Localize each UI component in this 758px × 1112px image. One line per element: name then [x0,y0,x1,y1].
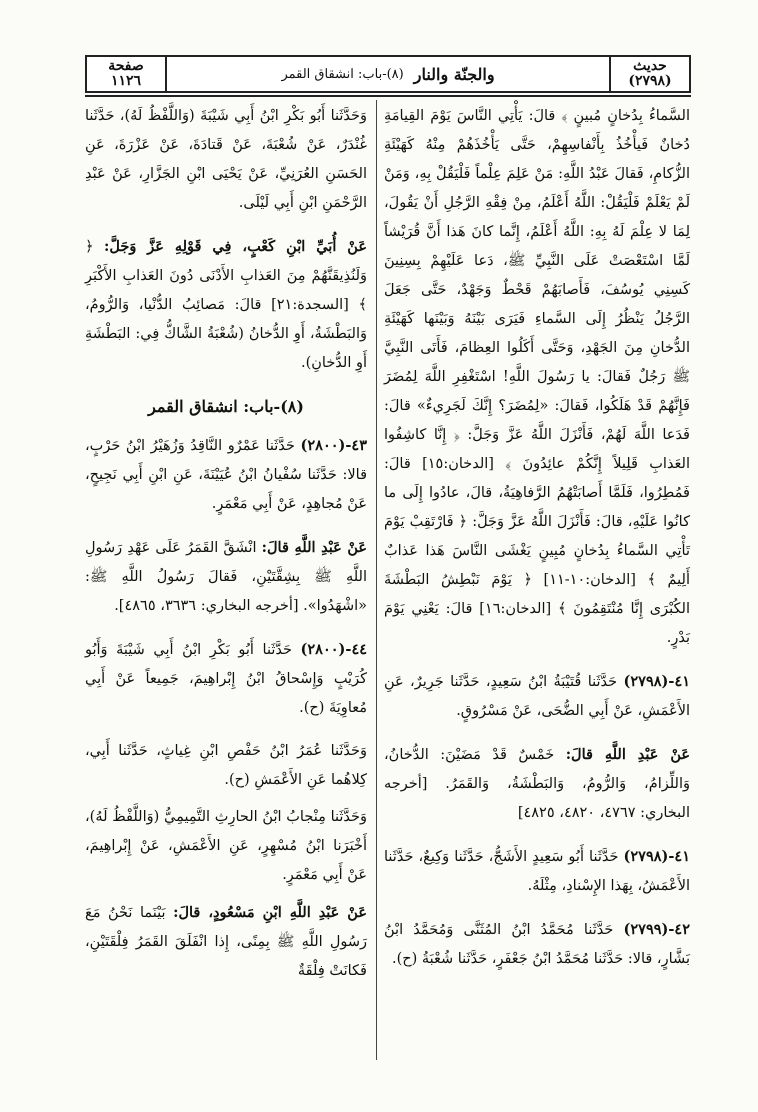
paragraph-text: انْشَقَّ القَمَرُ عَلَى عَهْدِ رَسُولِ اللَّهِ ﷺ بِشِقَّتَيْنِ، فَقالَ رَسُولُ اللَّهِ ﷺ: «اشْهَدُوا». [أخرجه البخاري: ٣٦٣٦، ٤٨٦٥]. [85,540,367,614]
paragraph-text: وَحَدَّثَنا أَبُو بَكْرِ ابْنُ أَبِي شَيْبَةَ (وَاللَّفْظُ لَهُ)، حَدَّثَنا غُنْدَرٌ، عَنْ شُعْبَةَ، عَنْ قَتادَةَ، عَنْ عَزْرَةَ، عَنِ الحَسَنِ العُرَنِيِّ، عَنْ يَحْيَى ابْنِ الجَزَّارِ، عَنْ عَبْدِ الرَّحْمَنِ ابْنِ أَبِي لَيْلَى. [85,108,367,211]
paragraph-text: وَحَدَّثَنا مِنْجابُ ابْنُ الحارِثِ التَّمِيمِيُّ (وَاللَّفْظُ لَهُ)، أَخْبَرَنا ابْنُ مُسْهِرٍ، عَنِ الأَعْمَشِ، عَنْ إِبْراهِيمَ، عَنْ أَبِي مَعْمَرٍ. [85,809,367,883]
hadith-number: ٤٤-(٢٨٠٠) [300,641,368,658]
hadith-number: ٤٢-(٢٧٩٩) [623,921,690,938]
paragraph [85,803,367,890]
column-divider [376,100,377,1060]
matn-paragraph [384,740,690,828]
matn-paragraph [85,898,367,986]
narrator: عَنْ عَبْدِ اللَّهِ قالَ: [565,746,691,763]
chapter-heading: (٨)-باب: انشقاق القمر [148,397,304,416]
running-header [85,55,691,93]
hadith-paragraph [85,635,367,723]
right-column [384,102,690,988]
narrator: عَنْ أُبَيِّ ابْنِ كَعْبٍ، فِي قَوْلِهِ عَزَّ وَجَلَّ: [104,238,367,255]
paragraph-text: السَّماءُ بِدُخانٍ مُبينٍ ﴾ قالَ: يَأْتِي النَّاسَ يَوْمَ القِيامَةِ دُخانٌ فَيأْخُذُ بِأَنْفاسِهِمْ، حَتَّى يَأْخُذَهُمْ مِنْهُ كَهَيْئَةِ الزُّكامِ، فَقالَ عَبْدُ اللَّهِ: مَنْ عَلِمَ عِلْماً فَلْيَقُلْ بِهِ، وَمَنْ لَمْ يَعْلَمْ فَلْيَقُلْ: اللَّهُ أَعْلَمُ، مِنْ فِقْهِ الرَّجُلِ أَنْ يَقُولَ، لِمَا لا عِلْمَ لَهُ بِهِ: اللَّهُ أَعْلَمُ، إِنَّما كانَ هَذا أَنَّ قُرَيْشاً لَمَّا اسْتَعْصَتْ عَلَى النَّبِيِّ ﷺ، دَعا عَلَيْهِمْ بِسِنِينَ كَسِنِي يُوسُفَ، فَأَصابَهُمْ قَحْطٌ وَجَهْدٌ، حَتَّى جَعَلَ الرَّجُلُ يَنْظُرُ إِلَى السَّماءِ فَيَرَى بَيْنَهُ وَبَيْنَها كَهَيْئَةِ الدُّخانِ مِنَ الجَهْدِ، وَحَتَّى أَكَلُوا العِظامَ، فَأَتَى النَّبِيَّ ﷺ رَجُلٌ فَقالَ: يا رَسُولَ اللَّهِ! اسْتَغْفِرِ اللَّهَ لِمُضَرَ فَإِنَّهُمْ قَدْ هَلَكُوا، فَقالَ: «لِمُضَرَ؟ إِنَّكَ لَجَرِيءٌ» قالَ: فَدَعا اللَّهَ لَهُمْ، فَأَنْزَلَ اللَّهُ عَزَّ وَجَلَّ: ﴿ إِنَّا كاشِفُوا العَذابِ قَلِيلاً إِنَّكُمْ عائِدُونَ ﴾ [الدخان:١٥] قالَ: فَمُطِرُوا، فَلَمَّا أَصابَتْهُمُ الرَّفاهِيَةُ، قالَ، عادُوا إِلَى ما كانُوا عَلَيْهِ، قالَ: فَأَنْزَلَ اللَّهُ عَزَّ وَجَلَّ: ﴿ فَارْتَقِبْ يَوْمَ تَأْتِي السَّماءُ بِدُخانٍ مُبِينٍ يَغْشَى النَّاسَ هَذا عَذابٌ أَلِيمٌ ﴾ [الدخان:١٠-١١] ﴿ يَوْمَ نَبْطِشُ البَطْشَةَ الكُبْرَى إِنَّا مُنْتَقِمُونَ ﴾ [الدخان:١٦] قالَ: يَعْنِي يَوْمَ بَدْرٍ. [384,108,690,646]
hadith-number: (٢٧٩٨) [628,73,672,89]
hadith-number-box [609,57,689,91]
header-rule [85,95,691,97]
hadith-number: ٤١-(٢٧٩٨) [623,673,691,690]
hadith-paragraph [85,431,367,519]
hadith-label: حديث [633,58,667,74]
hadith-paragraph [384,667,690,726]
matn-paragraph [85,533,367,621]
hadith-paragraph [384,915,690,974]
paragraph-text: خَمْسٌ قَدْ مَضَيْنَ: الدُّخانُ، وَاللِّزامُ، وَالرُّومُ، وَالبَطْشَةُ، وَالقَمَرُ. [أخرجه البخاري: ٤٧٦٧، ٤٨٢٠، ٤٨٢٥] [384,747,690,821]
hadith-number: ٤٣-(٢٨٠٠) [300,437,367,454]
paragraph-text: حَدَّثَنا أَبُو بَكْرِ ابْنُ أَبِي شَيْبَةَ وَأَبُو كُرَيْبٍ وَإِسْحاقُ ابْنُ إِبْراهِيمَ، جَمِيعاً عَنْ أَبِي مُعاوِيَةَ (ح). [85,642,367,716]
paragraph-text: حَدَّثَنا أَبُو سَعِيدٍ الأَشَجُّ، حَدَّثَنا وَكِيعٌ، حَدَّثَنا الأَعْمَشُ، بِهَذا الإِسْنادِ، مِثْلَهُ. [384,849,690,894]
paragraph-text: بَيْنَما نَحْنُ مَعَ رَسُولِ اللَّهِ ﷺ بِمِنًى، إِذا انْفَلَقَ القَمَرُ فِلْقَتَيْنِ، فَكانَتْ فِلْقَةٌ [85,905,367,979]
paragraph [85,737,367,795]
paragraph [85,102,367,218]
narrator: عَنْ عَبْدِ اللَّهِ قالَ: [261,539,368,556]
narrator: عَنْ عَبْدِ اللَّهِ ابْنِ مَسْعُودٍ، قالَ: [173,904,367,921]
hadith-number: ٤١-(٢٧٩٨) [623,848,690,865]
paragraph-text: حَدَّثَنا مُحَمَّدُ ابْنُ المُثَنَّى وَمُحَمَّدُ ابْنُ بَشَّارٍ، قالا: حَدَّثَنا مُحَمَّدُ ابْنُ جَعْفَرٍ، حَدَّثَنا شُعْبَةُ (ح). [384,922,690,967]
matn-paragraph [85,232,367,378]
paragraph-text: حَدَّثَنا عَمْرٌو النَّاقِدُ وَزُهَيْرُ ابْنُ حَرْبٍ، قالا: حَدَّثَنا سُفْيانُ ابْنُ عُيَيْنَةَ، عَنِ ابْنِ أَبِي نَجِيحٍ، عَنْ مُجاهِدٍ، عَنْ أَبِي مَعْمَرٍ. [85,438,367,512]
paragraph [384,102,690,653]
paragraph-text: حَدَّثَنا قُتَيْبَةُ ابْنُ سَعِيدٍ، حَدَّثَنا جَرِيرٌ، عَنِ الأَعْمَشِ، عَنْ أَبِي الضُّحَى، عَنْ مَسْرُوقٍ. [384,674,690,719]
page-number-box [87,57,167,91]
paragraph-text: ﴿ وَلَنُذِيقَنَّهُمْ مِنَ العَذابِ الأَدْنَى دُونَ العَذابِ الأَكْبَرِ ﴾ [السجدة:٢١] قالَ: مَصائِبُ الدُّنْيا، وَالرُّومُ، وَالبَطْشَةُ، أَوِ الدُّخانُ (شُعْبَةُ الشَّاكُّ فِي: البَطْشَةِ أَوِ الدُّخانِ). [85,239,367,371]
hadith-paragraph [384,842,690,901]
book-title: والجنّة والنار [413,64,495,84]
left-column [85,102,367,1000]
page-label: صفحة [108,58,144,74]
header-title [167,57,609,91]
paragraph-text: وَحَدَّثَنا عُمَرُ ابْنُ حَفْصِ ابْنِ غِياثٍ، حَدَّثَنا أَبِي، كِلاهُما عَنِ الأَعْمَشِ (ح). [85,743,367,788]
page-number: ١١٢٦ [110,73,142,89]
chapter-title: (٨)-باب: انشقاق القمر [281,66,404,82]
